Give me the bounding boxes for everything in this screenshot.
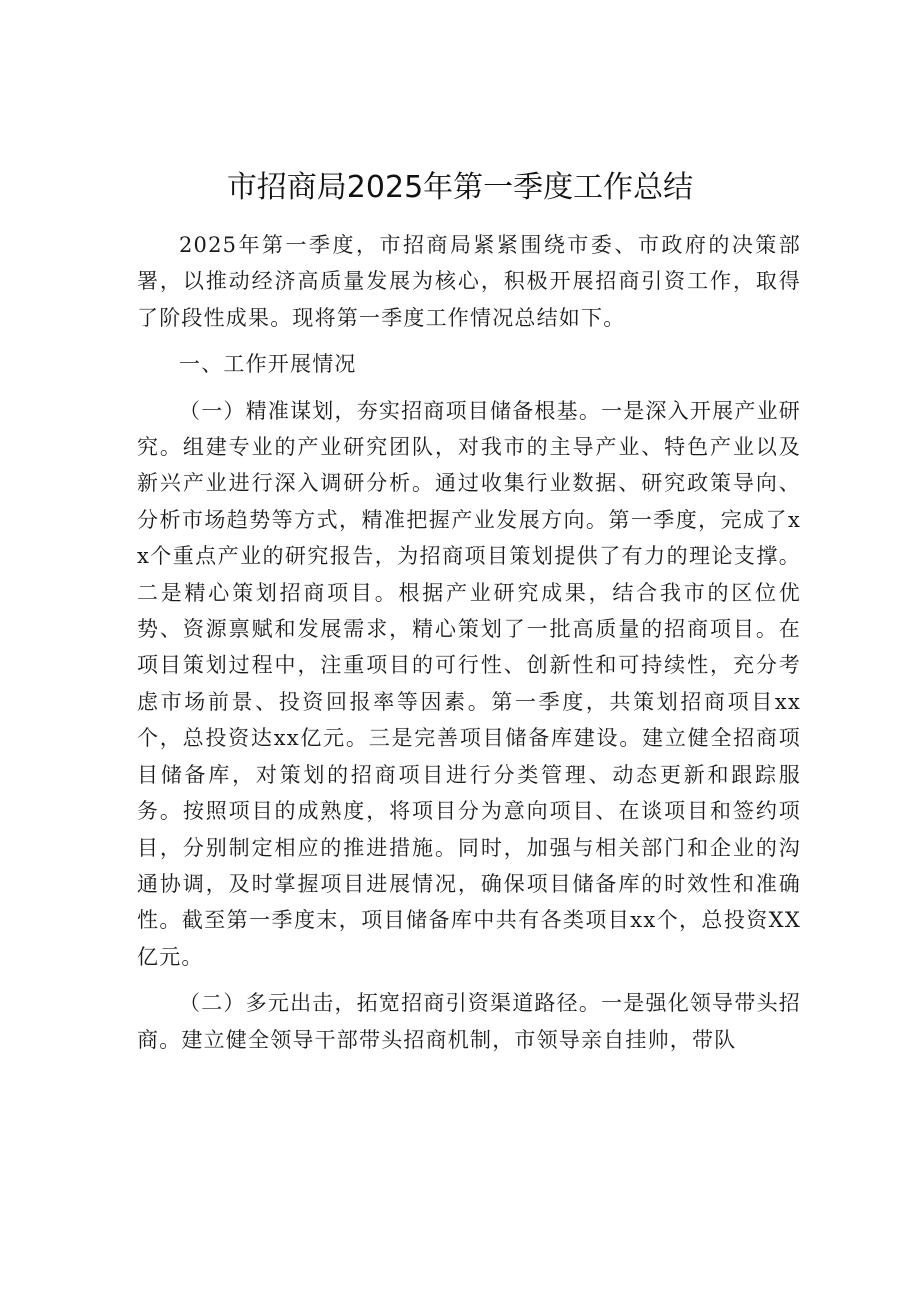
document-title: 市招商局2025年第一季度工作总结 — [226, 170, 694, 205]
intro-paragraph: 2025年第一季度，市招商局紧紧围绕市委、市政府的决策部署，以推动经济高质量发展为核心，积极开展招商引资工作，取得了阶段性成果。现将第一季度工作情况总结如下。 — [137, 233, 801, 330]
subsection-paragraph-1: （一）精准谋划，夯实招商项目储备根基。一是深入开展产业研究。组建专业的产业研究团队，对我市的主导产业、特色产业以及新兴产业进行深入调研分析。通过收集行业数据、研究政策导向、分析市场趋势等方式，精准把握产业发展方向。第一季度，完成了xx个重点产业的研究报告，为招商项目策划提供了有力的理论支撑。二是精心策划招商项目。根据产业研究成果，结合我市的区位优势、资源禀赋和发展需求，精心策划了一批高质量的招商项目。在项目策划过程中，注重项目的可行性、创新性和可持续性，充分考虑市场前景、投资回报率等因素。第一季度，共策划招商项目xx个，总投资达xx亿元。三是完善项目储备库建设。建立健全招商项目储备库，对策划的招商项目进行分类管理、动态更新和跟踪服务。按照项目的成熟度，将项目分为意向项目、在谈项目和签约项目，分别制定相应的推进措施。同时，加强与相关部门和企业的沟通协调，及时掌握项目进展情况，确保项目储备库的时效性和准确性。截至第一季度末，项目储备库中共有各类项目xx个，总投资XX亿元。 — [137, 398, 801, 969]
document-body — [137, 227, 801, 1058]
section-heading: 一、工作开展情况 — [179, 352, 357, 377]
subsection-paragraph-2: （二）多元出击，拓宽招商引资渠道路径。一是强化领导带头招商。建立健全领导干部带头招商机制，市领导亲自挂帅，带队 — [137, 991, 801, 1052]
